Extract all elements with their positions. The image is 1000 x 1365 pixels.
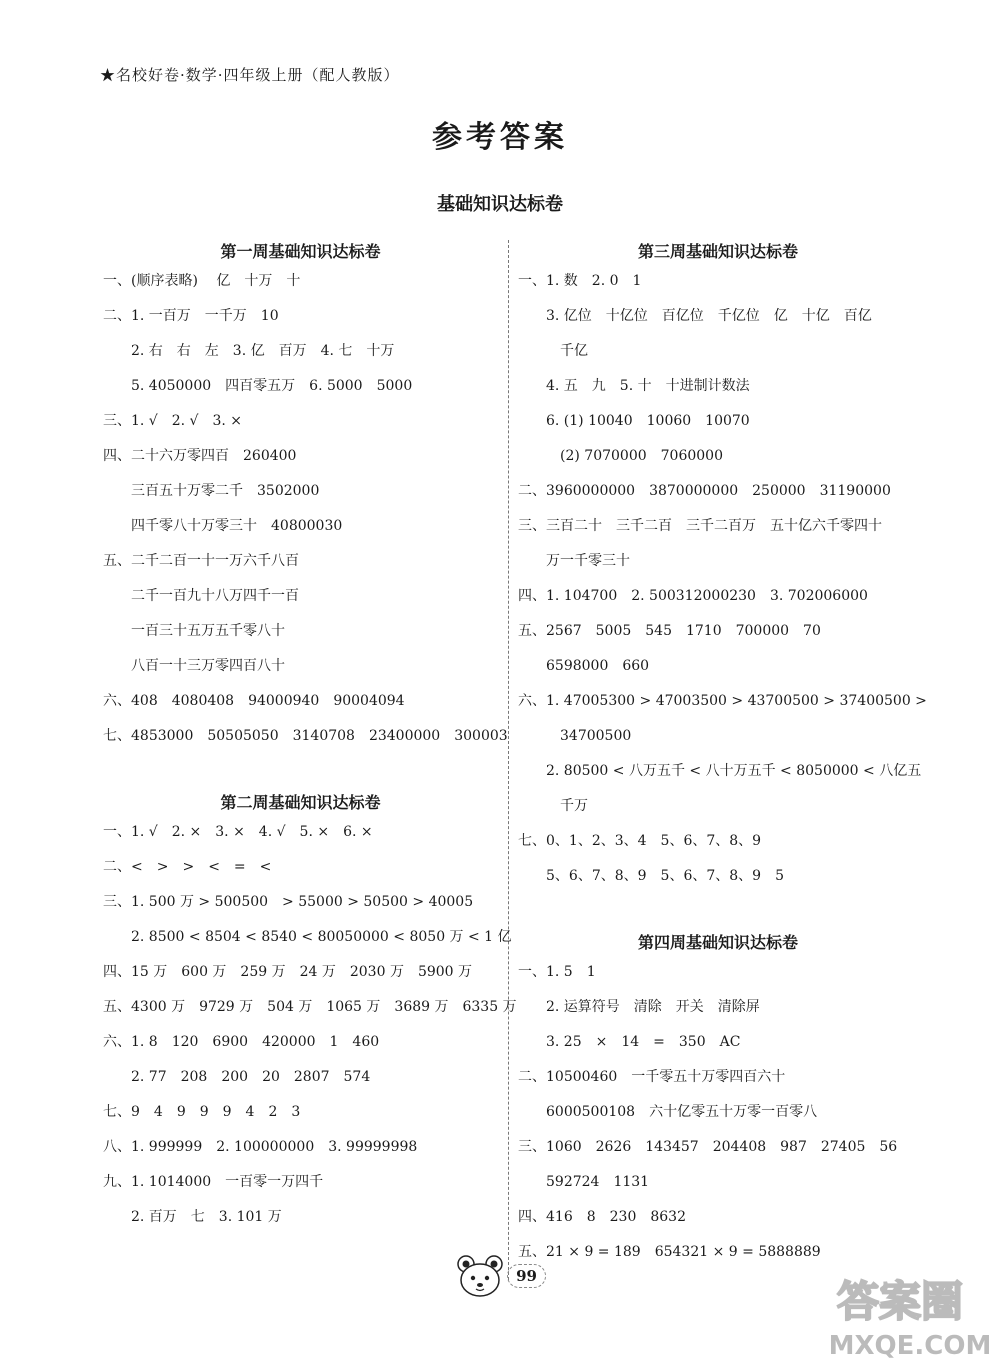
watermark-text: 答案圈 [836,1277,964,1326]
answer-line: 三百五十万零二千 3502000 [103,483,320,499]
answer-line: 千亿 [518,343,588,359]
answer-line: 五、4300 万 9729 万 504 万 1065 万 3689 万 6335 万 [103,999,517,1015]
answer-line: 四、416 8 230 8632 [518,1209,686,1225]
answer-line: 一、1. 数 2. 0 1 [518,273,642,289]
answer-line: 6000500108 六十亿零五十万零一百零八 [518,1104,818,1120]
answer-line: 三、三百二十 三千二百 三千二百万 五十亿六千零四十 [518,518,882,534]
answer-line: 592724 1131 [518,1174,650,1190]
page-badge [454,1254,546,1298]
answer-line: 5、6、7、8、9 5、6、7、8、9 5 [518,868,784,884]
answer-line: 一百三十五万五千零八十 [103,623,285,639]
answer-line: 2. 右 右 左 3. 亿 百万 4. 七 十万 [103,343,395,359]
section-title: 第一周基础知识达标卷 [220,242,381,261]
column-divider [508,240,509,1280]
left-column [103,240,517,1235]
running-header: ★名校好卷·数学·四年级上册（配人教版） [100,66,400,84]
answer-line: 四、15 万 600 万 259 万 24 万 2030 万 5900 万 [103,964,473,980]
answer-line: 八、1. 999999 2. 100000000 3. 99999998 [103,1139,418,1155]
answer-line: 五、21 × 9 = 189 654321 × 9 = 5888889 [518,1244,821,1260]
answer-line: 2. 百万 七 3. 101 万 [103,1209,282,1225]
section-title: 第三周基础知识达标卷 [637,242,798,261]
answer-line: 三、1. √ 2. √ 3. × [103,413,242,429]
answer-line: (2) 7070000 7060000 [518,448,723,464]
answer-line: 二、1. 一百万 一千万 10 [103,308,279,324]
answer-line: 3. 25 × 14 = 350 AC [518,1034,741,1050]
right-column [518,240,927,1270]
answer-line: 2. 77 208 200 20 2807 574 [103,1069,371,1085]
page-title: 参考答案 [432,120,568,155]
answer-line: 四、1. 104700 2. 500312000230 3. 702006000 [518,588,868,604]
answer-line: 一、1. 5 1 [518,964,596,980]
answer-line: 三、1060 2626 143457 204408 987 27405 56 [518,1139,898,1155]
page-subtitle: 基础知识达标卷 [437,194,563,215]
answer-line: 八百一十三万零四百八十 [103,658,285,674]
answer-line: 七、0、1、2、3、4 5、6、7、8、9 [518,833,762,849]
answer-line: 七、9 4 9 9 9 4 2 3 [103,1104,301,1120]
answer-line: 一、1. √ 2. × 3. × 4. √ 5. × 6. × [103,824,373,840]
answer-line: 千万 [518,798,588,814]
answer-line: 二、3960000000 3870000000 250000 31190000 [518,483,891,499]
answer-line: 2. 8500 < 8504 < 8540 < 80050000 < 8050 万 < 1 亿 [103,929,512,945]
answer-line: 五、二千二百一十一万六千八百 [103,553,299,569]
answer-line: 九、1. 1014000 一百零一万四千 [103,1174,324,1190]
answer-line: 六、1. 8 120 6900 420000 1 460 [103,1034,380,1050]
answer-line: 2. 80500 < 八万五千 < 八十万五千 < 8050000 < 八亿五 [518,763,922,779]
bear-mascot-icon [454,1254,506,1298]
answer-line: 6598000 660 [518,658,650,674]
answer-line: 6. (1) 10040 10060 10070 [518,413,750,429]
watermark-logo [800,1270,1000,1362]
answer-line: 二千一百九十八万四千一百 [103,588,299,604]
answer-line: 二、10500460 一千零五十万零四百六十 [518,1069,786,1085]
watermark-url: MXQE.COM [828,1331,992,1361]
answer-line: 五、2567 5005 545 1710 700000 70 [518,623,821,639]
answer-line: 万一千零三十 [518,553,630,569]
page-number: 99 [507,1264,546,1288]
answer-line: 4. 五 九 5. 十 十进制计数法 [518,378,750,394]
answer-line: 二、< > > < = < [103,859,272,875]
answer-line: 3. 亿位 十亿位 百亿位 千亿位 亿 十亿 百亿 [518,308,872,324]
section-title: 第二周基础知识达标卷 [220,793,381,812]
answer-line: 5. 4050000 四百零五万 6. 5000 5000 [103,378,413,394]
answer-line: 34700500 [518,728,632,744]
answer-line: 六、1. 47005300 > 47003500 > 43700500 > 37400500 > [518,693,927,709]
answer-line: 三、1. 500 万 > 500500 > 55000 > 50500 > 40005 [103,894,474,910]
answer-line: 四千零八十万零三十 40800030 [103,518,343,534]
section-title: 第四周基础知识达标卷 [637,933,798,952]
answer-line: 四、二十六万零四百 260400 [103,448,297,464]
answer-line: 六、408 4080408 94000940 90004094 [103,693,405,709]
answer-line: 七、4853000 50505050 3140708 23400000 300003 [103,728,508,744]
answer-line: 2. 运算符号 清除 开关 清除屏 [518,999,760,1015]
answer-line: 一、(顺序表略) 亿 十万 十 [103,273,301,289]
